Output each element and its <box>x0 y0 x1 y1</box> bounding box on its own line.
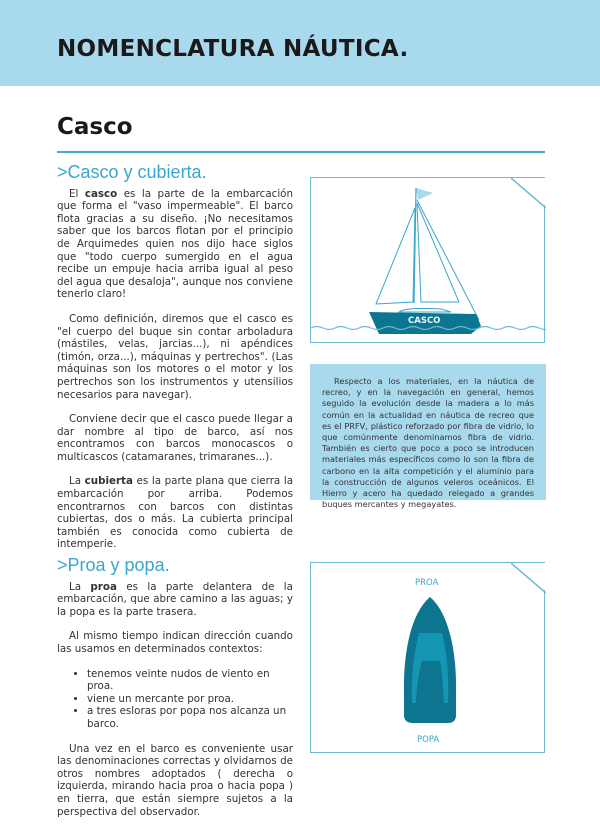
term-proa: proa <box>90 580 117 593</box>
materials-callout <box>310 364 546 510</box>
hull-topview-figure <box>310 562 545 753</box>
paragraph: Como definición, diremos que el casco es "el cuerpo del buque sin contar arboladura (mástiles, velas, jarcias...), ni apéndices (timón, orza...), máquinas y pertrechos". (Las máquinas son los motores o el motor y los pertrechos son los instrumentos y utensilios necesarios para navegar). <box>57 312 293 401</box>
paragraph: Una vez en el barco es conveniente usar las denominaciones correctas y olvidarnos de otros nombres adoptados ( derecha o izquierda, mirando hacia proa o hacia popa ) en tierra, que están siempre sujetos a la perspectiva del observador. <box>57 742 293 818</box>
flag-icon <box>416 188 433 200</box>
paragraph: El casco es la parte de la embarcación que forma el "vaso impermeable". El barco flota gracias a su diseño. ¡No necesitamos saber que los barcos flotan por el principio de Arquimedes quien nos dijo hace siglos que "todo cuerpo sumergido en el agua recibe un empuje hacia arriba igual al peso del agua que desaloja", aunque nos conviene tenerlo claro! <box>57 187 294 301</box>
list-item: • tenemos veinte nudos de viento en proa. <box>87 668 293 693</box>
sailboat-figure <box>310 177 545 343</box>
heading-proa-popa: >Proa y popa. <box>57 555 170 576</box>
paragraph: Al mismo tiempo indican dirección cuando las usamos en determinados contextos: <box>57 630 293 655</box>
paragraph: Conviene decir que el casco puede llegar a dar nombre al tipo de barco, así nos encontramos con barcos monocascos o multicascos (catamaranes, trimaranes...). <box>57 413 293 463</box>
stern-label: POPA <box>417 735 440 745</box>
main-text-column <box>57 162 294 830</box>
term-casco: casco <box>84 187 118 200</box>
hull-topview-illustration <box>311 563 546 754</box>
heading-casco-cubierta: >Casco y cubierta. <box>57 162 207 182</box>
callout-text: Respecto a los materiales, en la náutica de recreo, y en la navegación en general, hemos seguido la evolución desde la madera a lo más común en la actualidad en náutica de recreo que es el PRFV, plástico reforzado por fibra de vidrio, lo que comúnmente denominamos fibra de vidrio. También es cierto que poco a poco se introducen materiales más específicos como lo son la fibra de carbono en la alta competición y el aluminio para la construcción de algunos veleros oceánicos. El Hierro y acero ha quedado relegado a grandes buques mercantes y megayates. <box>322 376 534 510</box>
list-item: • viene un mercante por proa. <box>87 693 293 706</box>
page-title: NOMENCLATURA NÁUTICA. <box>57 36 409 62</box>
bullet-list <box>57 668 293 731</box>
header-band <box>0 0 600 86</box>
paragraph: La cubierta es la parte plana que cierra la embarcación por arriba. Podemos encontrarnos con barcos con distintas cubiertas, dos o más. La cubierta principal también es conocida como cubierta de intemperie. <box>57 475 294 551</box>
term-cubierta: cubierta <box>84 475 133 488</box>
section-title: Casco <box>57 114 133 140</box>
paragraph: La proa es la parte delantera de la embarcación, que abre camino a las aguas; y la popa es la parte trasera. <box>57 580 293 618</box>
list-item: • a tres esloras por popa nos alcanza un barco. <box>87 705 293 730</box>
casco-label: CASCO <box>408 316 441 326</box>
section-divider <box>57 151 545 153</box>
bow-label: PROA <box>415 578 439 588</box>
